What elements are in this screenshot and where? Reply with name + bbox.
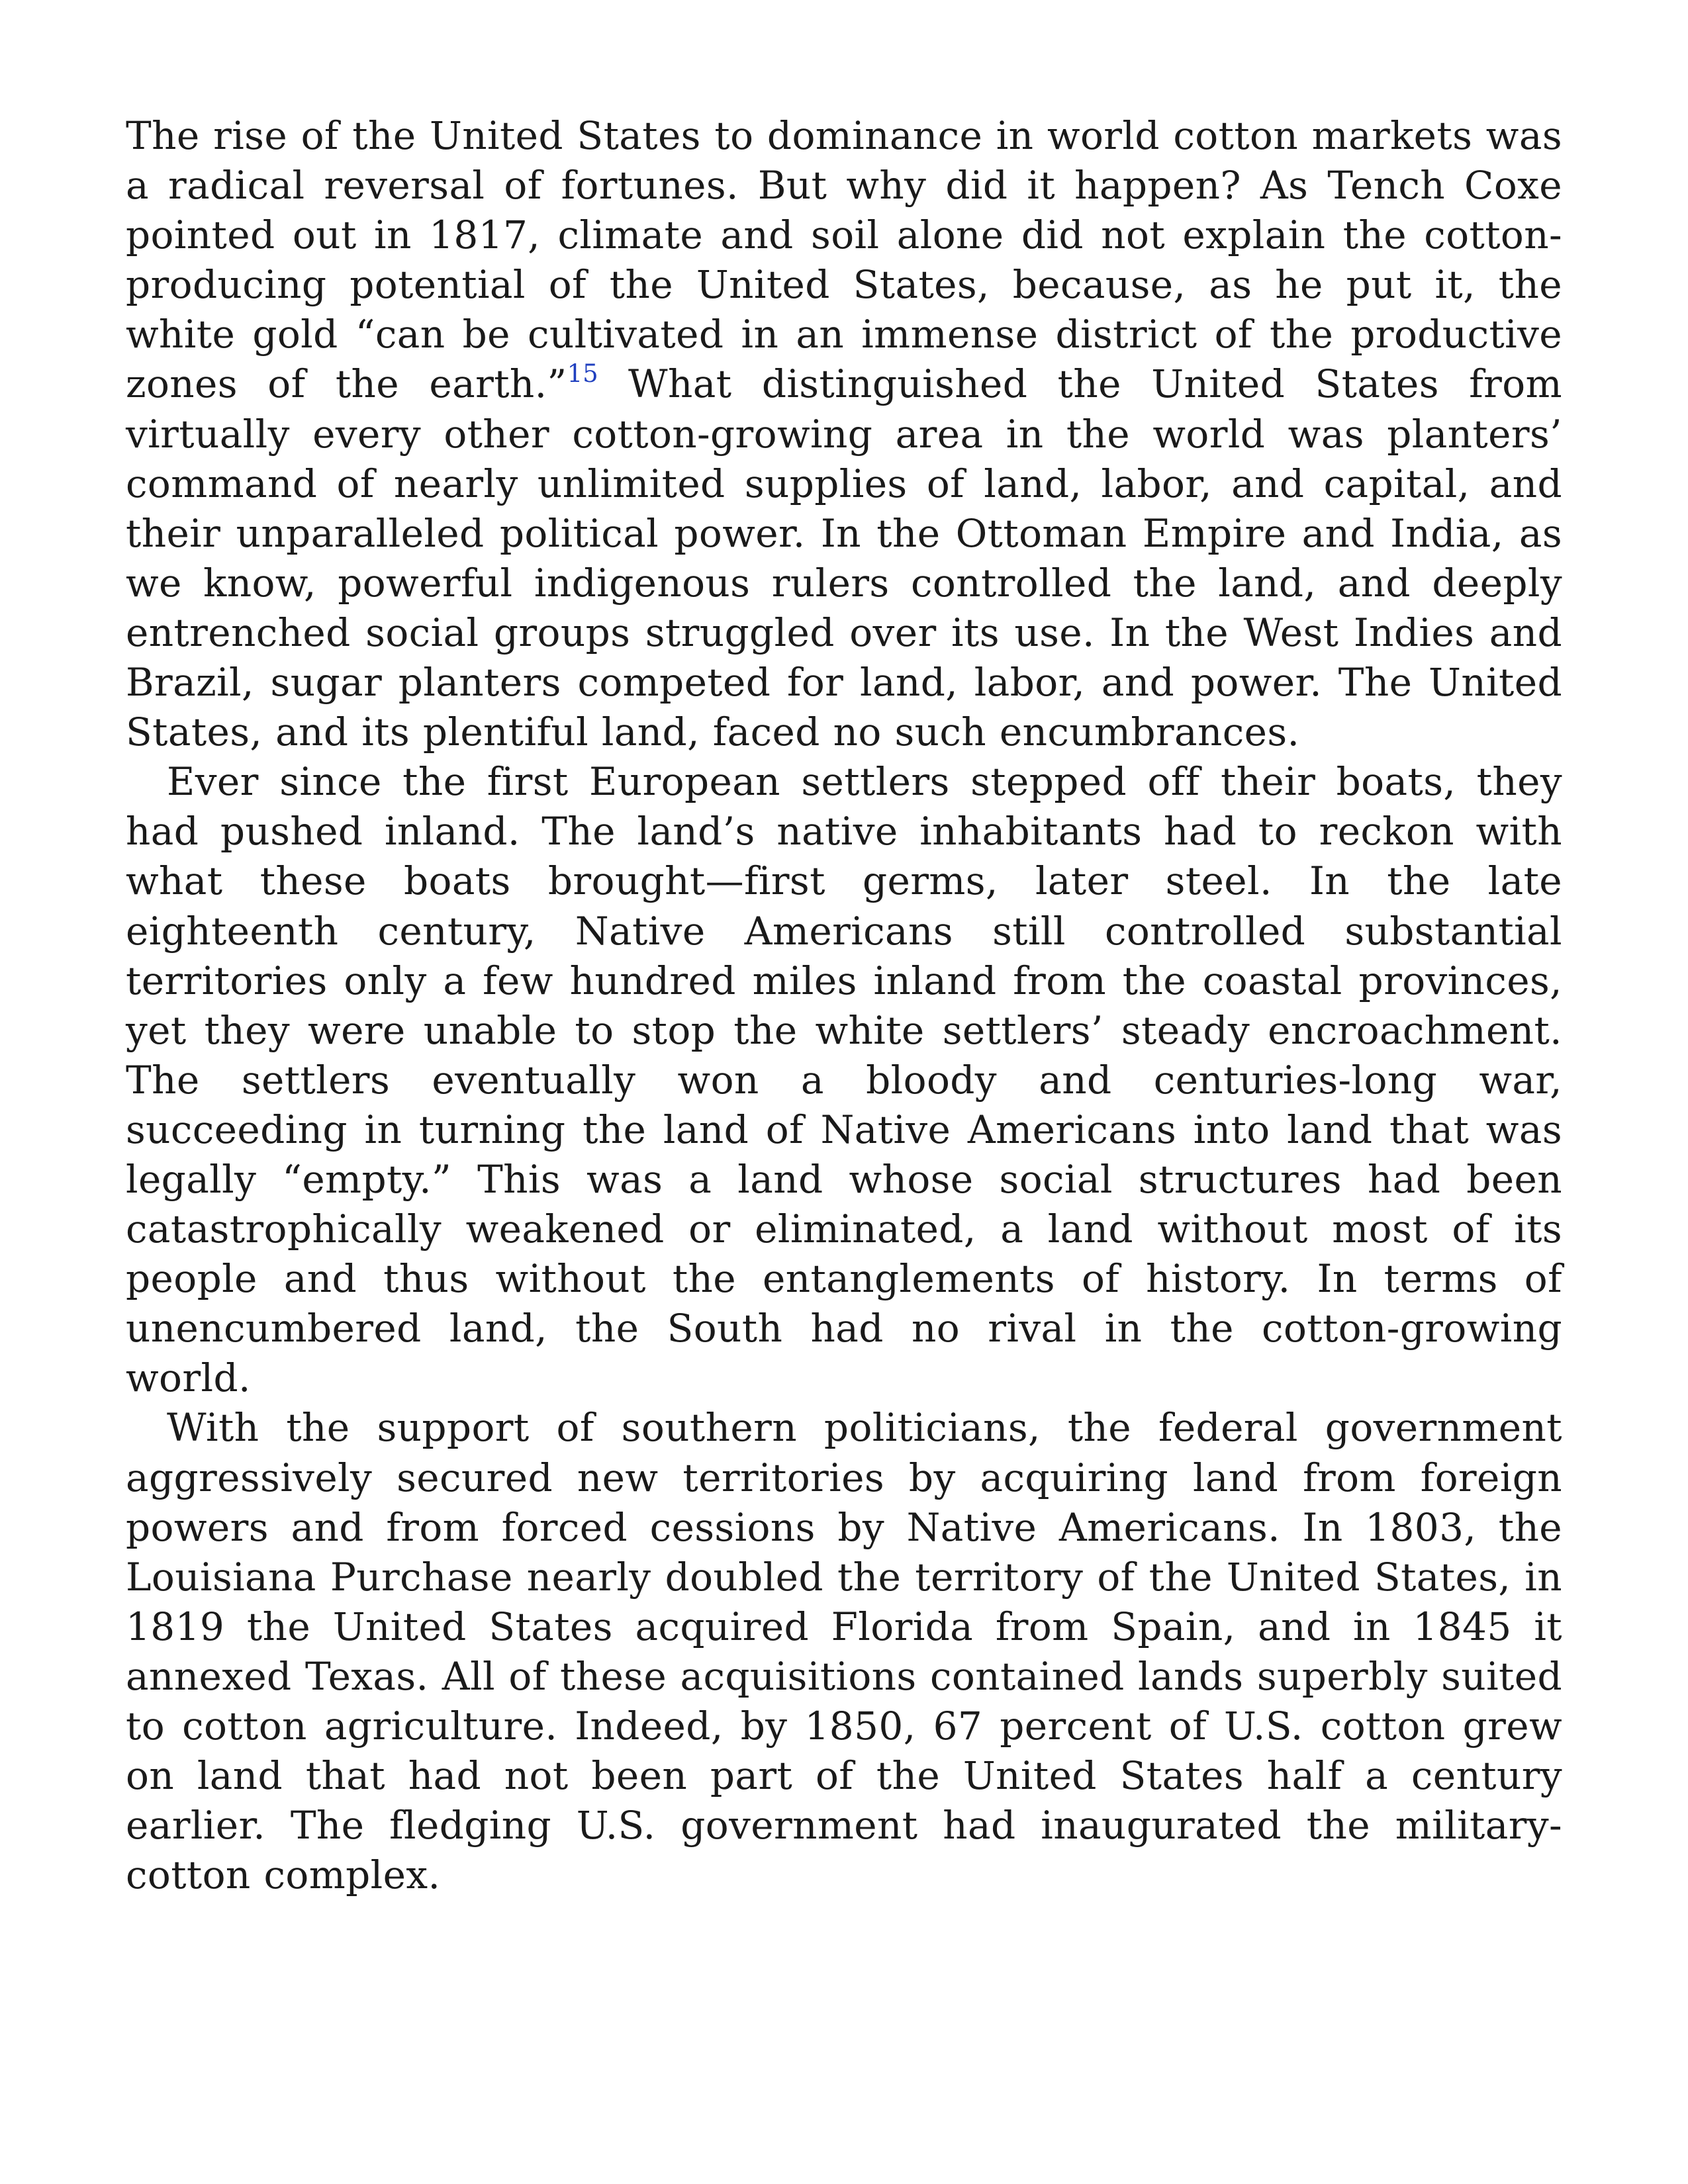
footnote-link-15[interactable]: 15 — [567, 359, 598, 388]
paragraph-2: Ever since the first European settlers stepped off their boats, they had pushed inland. The land’s native inhabitants had to reckon with what these boats brought—first germs, later steel. In the late eighteenth century, Native Americans still controlled substantial territories only a few hundred miles inland from the coastal provinces, yet they were unable to stop the white settlers’ steady encroachment. The settlers eventually won a bloody and centuries-long war, succeeding in turning the land of Native Americans into land that was legally “empty.” This was a land whose social structures had been catastrophically weakened or eliminated, a land without most of its people and thus without the entanglements of history. In terms of unencumbered land, the South had no rival in the cotton-growing world. — [126, 759, 1562, 1401]
paragraph-3: With the support of southern politicians, the federal government aggressively secured new territories by acquiring land from foreign powers and from forced cessions by Native Americans. In 1803, the Louisiana Purchase nearly doubled the territory of the United States, in 1819 the United States acquired Florida from Spain, and in 1845 it annexed Texas. All of these acquisitions contained lands superbly suited to cotton agriculture. Indeed, by 1850, 67 percent of U.S. cotton grew on land that had not been part of the United States half a century earlier. The fledging U.S. government had inaugurated the military-cotton complex. — [126, 1405, 1562, 1898]
document-body — [126, 111, 1562, 1900]
paragraph-1 — [126, 111, 1562, 757]
paragraph-1-text-end: What distinguished the United States from virtually every other cotton-growing area in the world was planters’ command of nearly unlimited supplies of land, labor, and capital, and their unparalleled political power. In the Ottoman Empire and India, as we know, powerful indigenous rulers controlled the land, and deeply entrenched social groups struggled over its use. In the West Indies and Brazil, sugar planters competed for land, labor, and power. The United States, and its plentiful land, faced no such encumbrances. — [126, 361, 1562, 755]
paragraph-1-text-start: The rise of the United States to dominance in world cotton markets was a radical reversal of fortunes. But why did it happen? As Tench Coxe pointed out in 1817, climate and soil alone did not explain the cotton-producing potential of the United States, because, as he put it, the white gold “can be cultivated in an immense district of the productive zones of the earth.” — [126, 113, 1562, 407]
